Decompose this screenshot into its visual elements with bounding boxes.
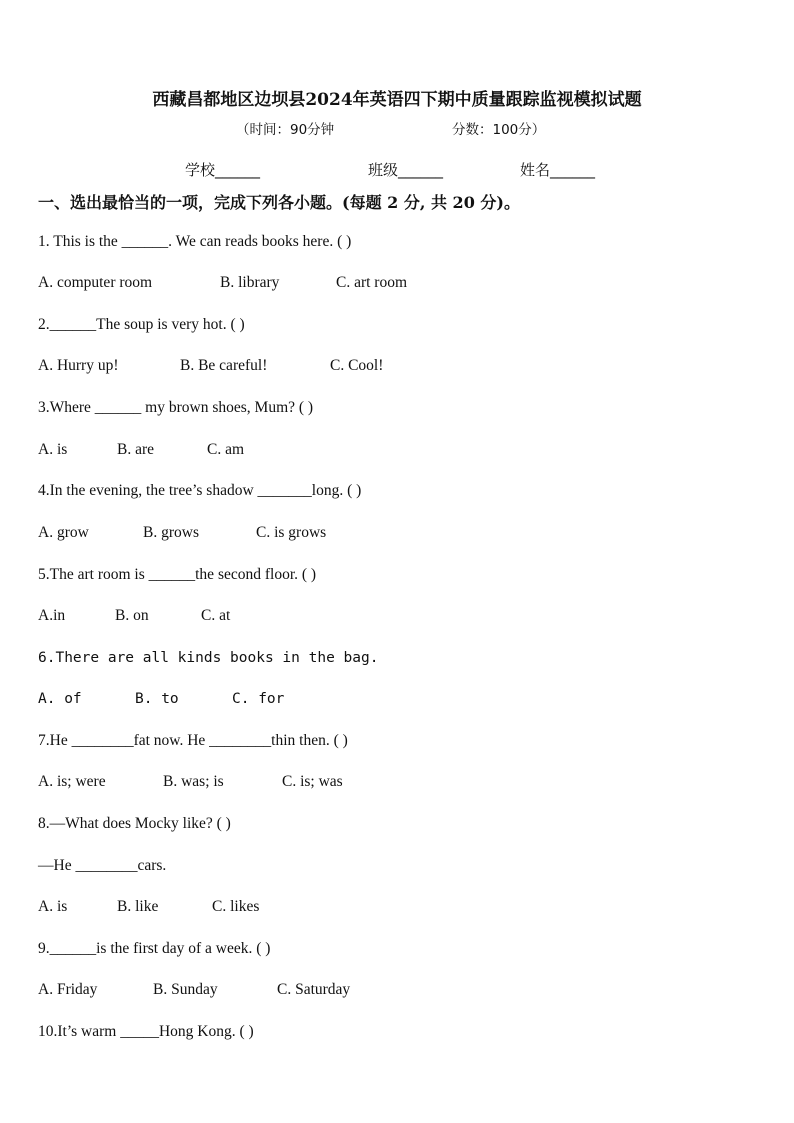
option-b: B. Be careful! [180,357,268,374]
section-heading: 一、选出最恰当的一项，完成下列各小题。(每题 2 分, 共 20 分)。 [38,193,520,212]
option-c: C. Saturday [277,981,351,998]
answer-options [38,691,284,707]
name-field: 姓名______ [520,161,596,179]
question-stem-continued: —He ________cars. [38,857,167,874]
answer-options [38,441,244,459]
answer-options [38,773,343,791]
option-a: A. is [38,898,68,915]
exam-time: （时间：90分钟 [236,122,335,138]
option-b: B. on [115,607,149,624]
question-stem: 4.In the evening, the tree’s shadow _______long. ( ) [38,482,362,499]
option-c: C. Cool! [330,357,384,374]
question-stem: 8.—What does Mocky like? ( ) [38,815,231,832]
question-stem: 7.He ________fat now. He ________thin then. ( ) [38,732,348,749]
answer-options [38,524,326,542]
question-stem: 2.______The soup is very hot. ( ) [38,316,245,333]
option-a: A. of [38,691,82,707]
class-field: 班级______ [368,161,444,179]
school-field: 学校______ [185,161,261,179]
option-c: C. am [207,441,245,458]
page-title: 西藏昌都地区边坝县2024年英语四下期中质量跟踪监视模拟试题 [152,90,642,110]
exam-score: 分数：100分） [452,122,546,138]
option-b: B. to [135,691,179,707]
option-a: A.in [38,607,66,624]
answer-options [38,607,230,625]
option-c: C. at [201,607,231,624]
option-b: B. are [117,441,155,458]
answer-options [38,274,407,292]
option-b: B. grows [143,524,199,541]
option-a: A. is; were [38,773,106,790]
option-c: C. likes [212,898,260,915]
option-c: C. for [232,691,285,707]
question-stem: 6.There are all kinds books in the bag. [38,650,379,666]
option-a: A. computer room [38,274,153,291]
option-a: A. is [38,441,68,458]
answer-options [38,981,350,999]
question-stem: 9.______is the first day of a week. ( ) [38,940,271,957]
option-c: C. art room [336,274,408,291]
question-stem: 1. This is the ______. We can reads books here. ( ) [38,233,352,250]
option-c: C. is grows [256,524,327,541]
question-stem: 5.The art room is ______the second floor. ( ) [38,566,317,583]
option-c: C. is; was [282,773,343,790]
answer-options [38,357,383,375]
option-b: B. was; is [163,773,224,790]
option-a: A. Friday [38,981,98,998]
question-stem: 3.Where ______ my brown shoes, Mum? ( ) [38,399,314,416]
option-a: A. Hurry up! [38,357,119,374]
option-a: A. grow [38,524,89,541]
question-stem: 10.It’s warm _____Hong Kong. ( ) [38,1023,254,1040]
answer-options [38,898,259,916]
option-b: B. library [220,274,280,291]
option-b: B. like [117,898,159,915]
option-b: B. Sunday [153,981,218,998]
